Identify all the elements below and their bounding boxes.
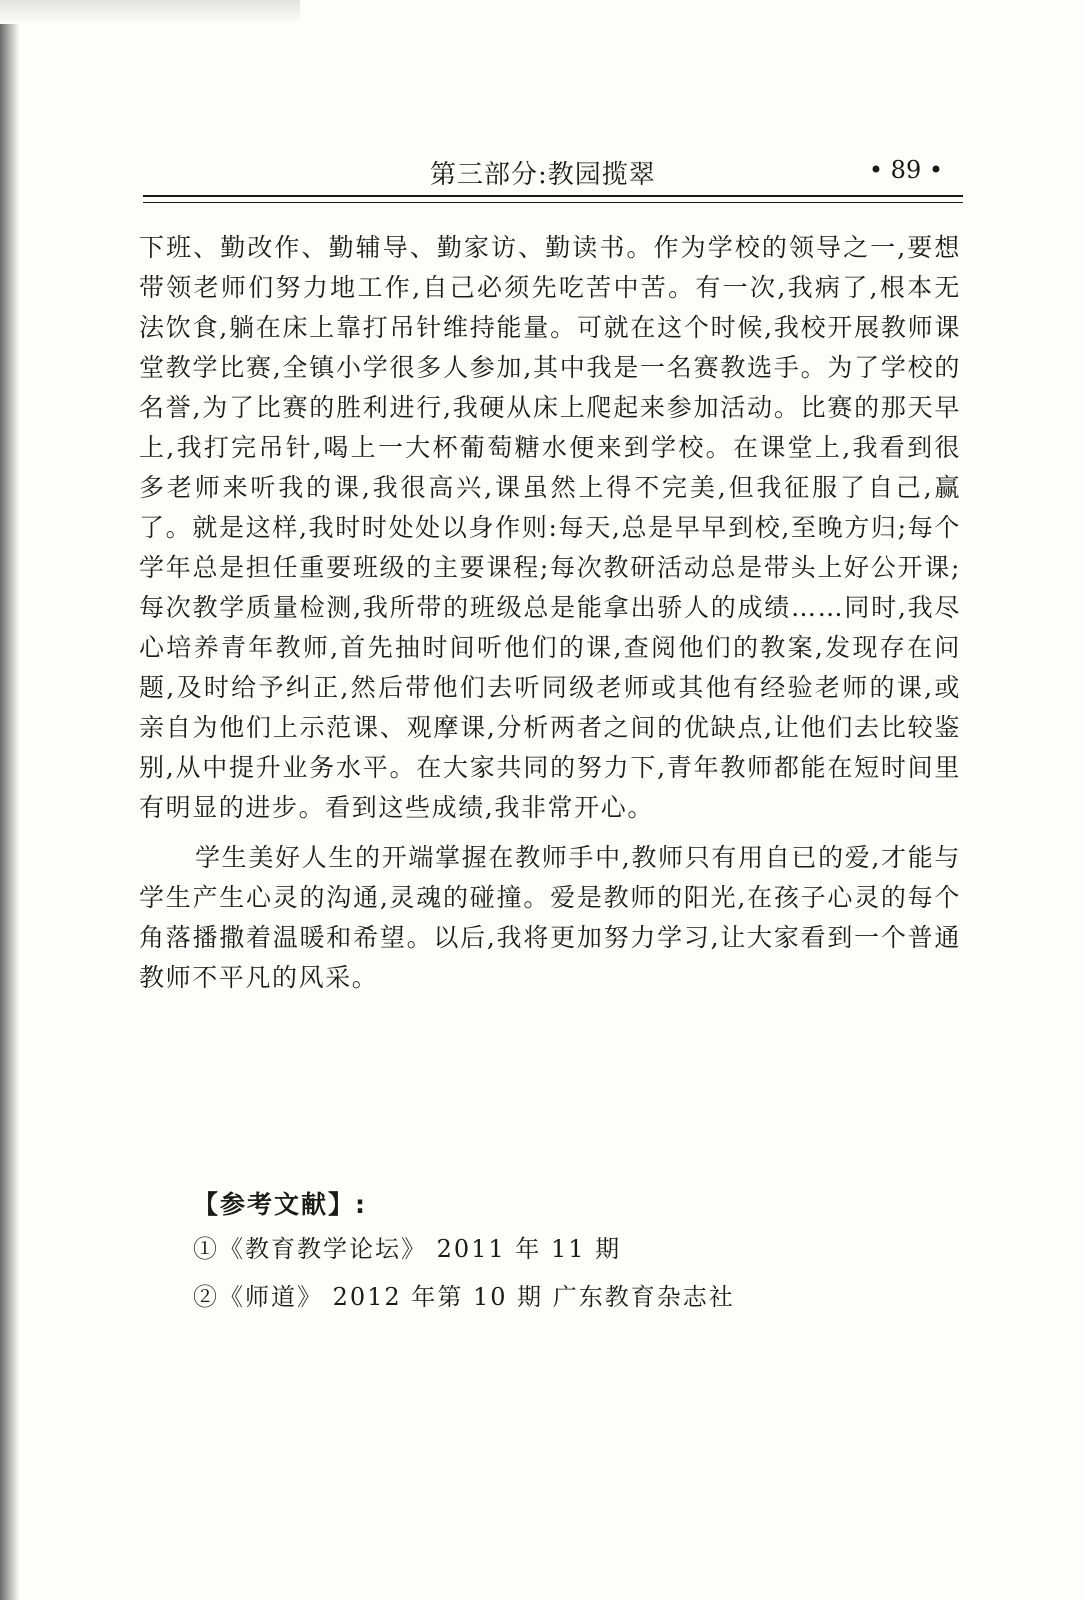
body-text	[139, 228, 961, 1008]
paragraph-1: 下班、勤改作、勤辅导、勤家访、勤读书。作为学校的领导之一,要想带领老师们努力地工作,自己必须先吃苦中苦。有一次,我病了,根本无法饮食,躺在床上靠打吊针维持能量。可就在这个时候,我校开展教师课堂教学比赛,全镇小学很多人参加,其中我是一名赛教选手。为了学校的名誉,为了比赛的胜利进行,我硬从床上爬起来参加活动。比赛的那天早上,我打完吊针,喝上一大杯葡萄糖水便来到学校。在课堂上,我看到很多老师来听我的课,我很高兴,课虽然上得不完美,但我征服了自己,赢了。就是这样,我时时处处以身作则:每天,总是早早到校,至晚方归;每个学年总是担任重要班级的主要课程;每次教研活动总是带头上好公开课;每次教学质量检测,我所带的班级总是能拿出骄人的成绩……同时,我尽心培养青年教师,首先抽时间听他们的课,查阅他们的教案,发现存在问题,及时给予纠正,然后带他们去听同级老师或其他有经验老师的课,或亲自为他们上示范课、观摩课,分析两者之间的优缺点,让他们去比较鉴别,从中提升业务水平。在大家共同的努力下,青年教师都能在短时间里有明显的进步。看到这些成绩,我非常开心。	[139, 233, 961, 822]
header-rule-thin	[143, 202, 963, 203]
header-rule-thick	[143, 195, 963, 197]
reference-item-2: ②《师道》 2012 年第 10 期 广东教育杂志社	[193, 1283, 735, 1311]
page-number: • 89 •	[868, 156, 943, 184]
paragraph-2: 学生美好人生的开端掌握在教师手中,教师只有用自已的爱,才能与学生产生心灵的沟通,灵魂的碰撞。爱是教师的阳光,在孩子心灵的每个角落播撒着温暖和希望。以后,我将更加努力学习,让大家看到一个普通教师不平凡的风采。	[139, 843, 961, 992]
references-section	[193, 1185, 953, 1321]
reference-item-1: ①《教育教学论坛》 2011 年 11 期	[193, 1235, 622, 1263]
references-title: 【参考文献】:	[193, 1190, 367, 1219]
scan-shadow-top	[0, 0, 300, 24]
running-title: 第三部分:教园揽翠	[430, 160, 656, 190]
scan-shadow-left	[0, 0, 20, 1600]
page-header	[143, 148, 963, 192]
